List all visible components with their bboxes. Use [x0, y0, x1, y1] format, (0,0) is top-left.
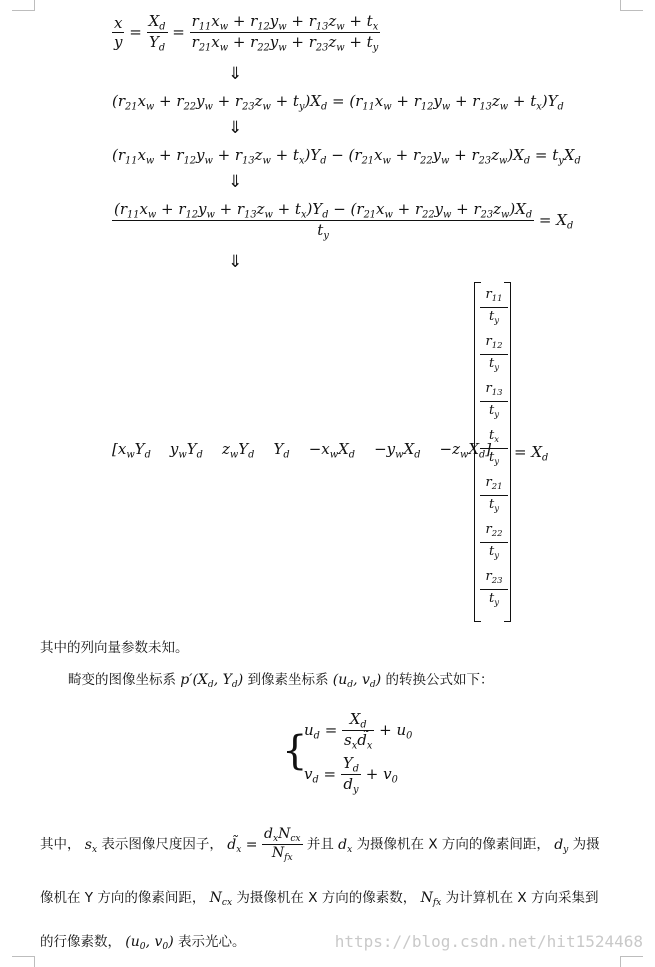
system-brace: {	[282, 728, 308, 774]
vector-element: $r_{22}$ $t_y$	[480, 521, 508, 564]
vector-element: $r_{13}$ $t_y$	[480, 380, 508, 423]
watermark: https://blog.csdn.net/hit1524468	[334, 932, 643, 951]
line3-text-b: 表示光心。	[177, 934, 246, 950]
where-line-1	[40, 826, 600, 863]
line2-text-c: 为计算机在 X 方向采集到	[445, 890, 599, 906]
where-text-b: 表示图像尺度因子，	[101, 836, 223, 853]
page-corner-mark	[620, 0, 643, 11]
line2-text-b: 为摄像机在 X 方向的像素数，	[236, 890, 417, 906]
matrix-equals-xd: = $X_d$	[514, 443, 549, 464]
line3-text-a: 的行像素数，	[40, 934, 121, 950]
where-text-c: 并且	[306, 836, 334, 853]
distortion-text-a: 畸变的图像坐标系	[68, 672, 176, 688]
equation-divided: $\frac{(r_{11}x_w + r_{12}y_w + r_{13}z_w + t_x)Y_d - (r_{21}x_w + r_{22}y_w + r_{23}z_w)X_d}{t_y}$ = $X_d$	[114, 200, 574, 242]
pixel-coordinate-symbol: ($u_d$, $v_d$)	[332, 672, 382, 691]
vector-element: $t_x$ $t_y$	[480, 427, 508, 470]
implies-arrow-icon: ⇓	[228, 118, 243, 138]
distortion-text-b: 到像素坐标系	[247, 672, 329, 688]
implies-arrow-icon: ⇓	[228, 252, 243, 272]
distortion-text-c: 的转换公式如下：	[385, 672, 494, 688]
equation-ratio: $\frac{x}{y}$ = $\frac{X_d}{Y_d}$ = $\frac{r_{11}x_w + r_{12}y_w + r_{13}z_w + t_x}{r_{21}x_w + r_{22}y_w + r_{23}z_w + t_y}$	[114, 12, 379, 54]
implies-arrow-icon: ⇓	[228, 64, 243, 84]
dx-symbol: $d_x$	[338, 836, 353, 855]
vector-element: $r_{12}$ $t_y$	[480, 333, 508, 376]
where-text-a: 其中，	[40, 836, 81, 853]
unknown-params-text: 其中的列向量参数未知。	[40, 640, 189, 656]
optical-center-symbol: ($u_0$, $v_0$)	[125, 934, 174, 953]
equation-rearranged: $(r_{11}x_w + r_{12}y_w + r_{13}z_w + t_x)Y_d - (r_{21}x_w + r_{22}y_w + r_{23}z_w)X_d = t_yX_d$	[112, 146, 581, 167]
page-corner-mark	[620, 956, 643, 967]
vector-element: $r_{21}$ $t_y$	[480, 474, 508, 517]
page-corner-mark	[12, 956, 35, 967]
dy-symbol: $d_y$	[554, 836, 569, 855]
nfx-symbol: $N_{fx}$	[420, 890, 442, 909]
equation-vd: $v_d$ = $\frac{Y_d}{d_y}$ + $v_0$	[304, 754, 398, 796]
where-text-e: 为摄	[572, 836, 600, 853]
image-coordinate-symbol: $p'(X_d$, $Y_d$)	[180, 672, 244, 691]
distortion-line	[68, 668, 493, 690]
equation-ud: $u_d$ = $\frac{X_d}{s_xd̃_x}$ + $u_0$	[304, 710, 413, 752]
where-line-3	[40, 930, 245, 952]
page-corner-mark	[12, 0, 35, 11]
sx-symbol: $s_x$	[84, 836, 98, 855]
implies-arrow-icon: ⇓	[228, 172, 243, 192]
row-vector: [$x_wY_d$ $y_wY_d$ $z_wY_d$ $Y_d$ $-x_wX_d$ $-y_wX_d$ $-z_wX_d$]	[112, 440, 492, 461]
where-line-2	[40, 886, 598, 908]
where-text-d: 为摄像机在 X 方向的像素间距，	[356, 836, 550, 853]
ncx-symbol: $N_{cx}$	[209, 890, 233, 909]
vector-element: $r_{11}$ $t_y$	[480, 286, 508, 329]
line2-text-a: 像机在 Y 方向的像素间距，	[40, 890, 206, 906]
equation-cross-multiply: $(r_{21}x_w + r_{22}y_w + r_{23}z_w + t_y)X_d = (r_{11}x_w + r_{12}y_w + r_{13}z_w + t_x)Y_d$	[112, 92, 564, 113]
vector-element: $r_{23}$ $t_y$	[480, 568, 508, 611]
dx-tilde-formula: $d̃_x$ = $\frac{d_xN_{cx}}{N_{fx}}$	[227, 826, 301, 864]
